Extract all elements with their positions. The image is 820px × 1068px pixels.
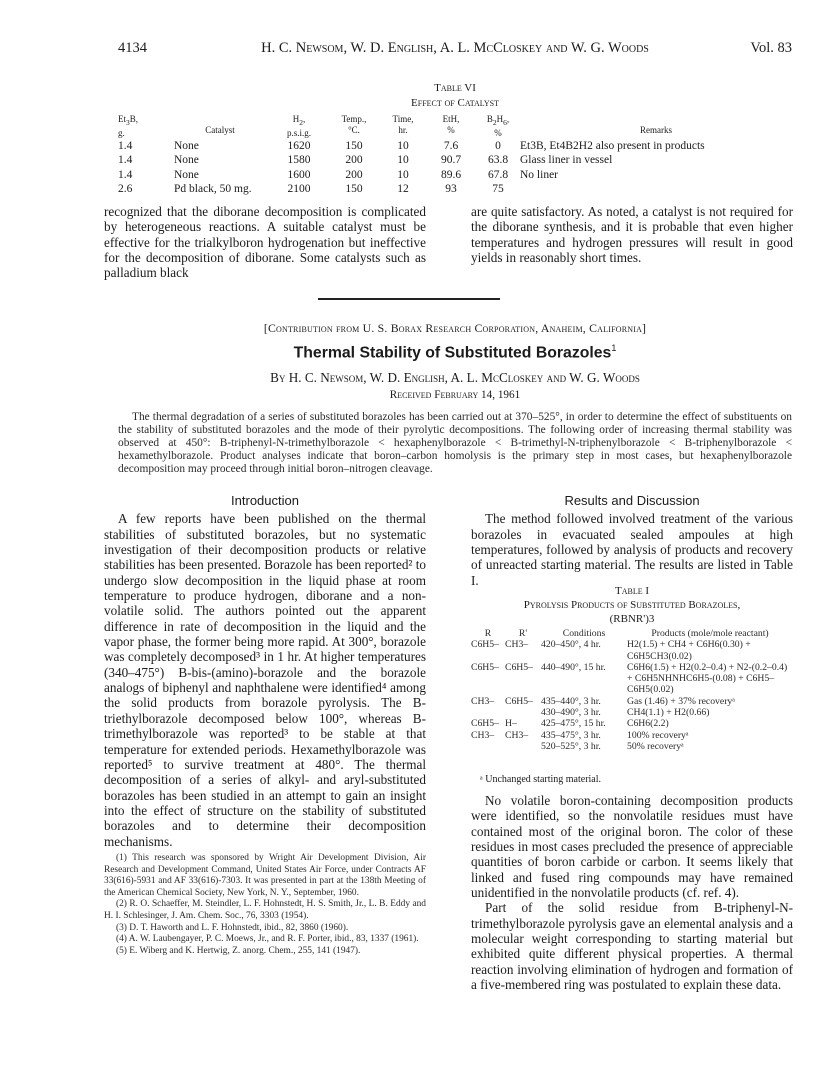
table6-col-eth: EtH, % (442, 114, 460, 135)
table6-row (118, 139, 792, 154)
table1-cell-r: C6H5– (471, 639, 499, 651)
table6-cell-time: 10 (397, 168, 409, 181)
table1-cell-products: Gas (1.46) + 37% recoveryᵃ (627, 695, 735, 707)
table1-cell-conditions: 420–450°, 4 hr. (541, 639, 601, 651)
table1-cell-products: C6H6(1.5) + H2(0.2–0.4) + N2-(0.2–0.4) + C6H5NHNHC6H5-(0.08) + C6H5–C6H5(0.02) (627, 661, 788, 696)
table6-cell-remarks: No liner (520, 168, 559, 181)
table1-cell-rprime (505, 741, 541, 752)
results-para-3: Part of the solid residue from B-triphenyl-N-trimethylborazole pyrolysis gave an elemental analysis and a molecular weight corresponding to starting material but exhibited quite different physical properties. A thermal reaction involving elimination of hydrogen and formation of a five-membered ring was postulated to explain these data. (471, 900, 793, 993)
table6-cell-h2: 2100 (287, 183, 311, 196)
byline: By H. C. Newsom, W. D. English, A. L. McCloskey and W. G. Woods (270, 370, 640, 385)
table1-row (471, 707, 793, 718)
table6-cell-remarks: Et3B, Et4B2H2 also present in products (520, 139, 705, 152)
table6-cell-temp: 200 (345, 168, 363, 181)
table1-col-rprime: R' (518, 628, 528, 639)
table6-col-catalyst: Catalyst (205, 124, 235, 135)
table6-cell-temp: 150 (345, 139, 363, 152)
table6-cell-eth: 89.6 (440, 168, 462, 181)
table1-row (471, 741, 793, 752)
table6-cell-temp: 200 (345, 154, 363, 167)
table1-cell-rprime: CH3– (505, 729, 529, 741)
article-title: Thermal Stability of Substituted Borazoles$^1$ (293, 343, 617, 362)
table6-cell-h2: 1580 (287, 154, 311, 167)
table1-formula: (RBNR')3 (609, 613, 655, 625)
results-para-1: The method followed involved treatment of the various borazoles in evacuated sealed ampoules at high temperatures, followed by analysis of products and recovery of unreacted starting material. The results are listed in Table I. (471, 511, 793, 588)
table1-caption: Pyrolysis Products of Substituted Borazoles, (523, 599, 741, 611)
table6-cell-et3b: 1.4 (118, 168, 133, 181)
results-heading: Results and Discussion (564, 493, 700, 508)
table6-cell-eth: 90.7 (440, 154, 462, 167)
table6-row (118, 168, 792, 183)
table1-cell-r: C6H5– (471, 661, 499, 673)
table1-cell-rprime (505, 707, 541, 718)
table6-col-remarks: Remarks (640, 124, 672, 135)
introduction-text: A few reports have been published on the thermal stabilities of substituted borazoles, but no systematic investigation of their decomposition products or relative stabilities has been presented. Borazole has been reported² to undergo slow decomposition in the liquid phase at room temperature to produce hydrogen, diborane and a non-volatile solid. The authors pointed out the apparent difference in rate of decomposition in the liquid and the vapor phase, the former being more rapid. At 300°, borazole was completely decomposed³ in 1 hr. At higher temperatures (340–475°) B-bis-(amino)-borazole and the borazole analogs of biphenyl and naphthalene were identified⁴ among the solid products from borazole pyrolysis. The B-triethylborazole decomposed below 100°, whereas B-trimethylborazole was reported³ to be stable at that temperature for extended periods. Hexamethylborazole was reported⁵ to survive treatment at 480°. The thermal decomposition of a series of alkyl- and aryl-substituted borazoles has been studied in an attempt to gain an insight into the effect of structure on the stability of substituted borazoles and to determine their decomposition mechanisms. (104, 511, 426, 849)
table6-col-et3b: $Et_3B$, g. (118, 114, 139, 139)
table6-col-temp: Temp., °C. (341, 114, 367, 135)
table6-cell-catalyst: None (174, 168, 199, 181)
table6-cell-time: 12 (397, 183, 409, 196)
table6-cell-b2h6: 67.8 (487, 168, 509, 181)
table1-cell-rprime: H– (505, 718, 517, 730)
table1-cell-conditions: 435–475°, 3 hr. (541, 729, 601, 741)
table6-col-h2: $H_2$, p.s.i.g. (286, 114, 311, 139)
prev-article-right: are quite satisfactory. As noted, a catalyst is not required for the diborane synthesis, and it is probable that even higher temperatures and hydrogen pressures will result in good yields in reasonably short times. (471, 204, 793, 266)
table1-col-products: Products (mole/mole reactant) (651, 628, 769, 639)
table1-cell-r: CH3– (471, 695, 495, 707)
abstract: The thermal degradation of a series of substituted borazoles has been carried out at 370–525°, in order to determine the effect of substituents on the stability of substituted borazoles and the mode of their pyrolytic decompositions. The following order of increasing thermal stability was observed at 450°: B-triphenyl-N-trimethylborazole < hexaphenylborazole < B-trimethyl-N-triphenylborazole < B-triphenylborazole < hexamethylborazole. Product analyses indicate that boron–carbon homolysis is the primary step in most cases, but hexaphenylborazole decomposition may proceed through initial boron–nitrogen cleavage. (118, 411, 792, 475)
table1 (471, 628, 793, 752)
table1-cell-r: C6H5– (471, 718, 499, 730)
table1-cell-conditions: 430–490°, 3 hr. (541, 707, 601, 719)
table1-cell-products: 50% recoveryᵃ (627, 740, 684, 752)
footnotes (104, 853, 426, 957)
received-date: Received February 14, 1961 (389, 389, 521, 401)
table1-footnote: ᵃ Unchanged starting material. (480, 774, 602, 785)
table6-row (118, 153, 792, 168)
table6-label: Table VI (434, 82, 476, 94)
table1-cell-conditions: 425–475°, 15 hr. (541, 718, 606, 730)
table6-cell-et3b: 1.4 (118, 139, 133, 152)
table6-header-row (118, 114, 792, 139)
table6-caption: Effect of Catalyst (411, 97, 499, 109)
table6-cell-temp: 150 (345, 183, 363, 196)
table1-cell-conditions: 520–525°, 3 hr. (541, 740, 601, 752)
table1-cell-products: C6H6(2.2) (627, 718, 669, 730)
right-column-bottom (471, 793, 793, 992)
table6-cell-et3b: 2.6 (118, 183, 133, 196)
results-para-2: No volatile boron-containing decomposition products were identified, so the nonvolatile residues must have contained most of the original boron. The color of these residues in most cases precluded the presence of appreciable quantities of boron carbide or carbon. It seems likely that linked and fused ring compounds may have remained unidentified in the nonvolatile products (cf. ref. 4). (471, 793, 793, 901)
table6-cell-catalyst: None (174, 154, 199, 167)
table6-cell-time: 10 (397, 154, 409, 167)
table6-cell-eth: 7.6 (443, 139, 459, 152)
footnote-1: (1) This research was sponsored by Wright Air Development Division, Air Research and Development Command, United States Air Force, under Contracts AF 33(616)-5931 and AF 33(616)-7303. It was presented in part at the 138th Meeting of the American Chemical Society, New York, N. Y., September, 1960. (104, 853, 426, 898)
table1-col-conditions: Conditions (562, 628, 606, 639)
table6-cell-remarks (520, 182, 792, 197)
table6-cell-et3b: 1.4 (118, 154, 133, 167)
table6-cell-b2h6: 75 (492, 183, 504, 196)
page-number: 4134 (118, 40, 147, 56)
table1-cell-r (471, 707, 505, 718)
table1-cell-conditions: 435–440°, 3 hr. (541, 695, 601, 707)
footnote-3: (3) D. T. Haworth and L. F. Hohnstedt, ibid., 82, 3860 (1960). (116, 922, 349, 933)
table6-row (118, 182, 792, 197)
table1-row (471, 639, 793, 662)
running-head-authors: H. C. Newsom, W. D. English, A. L. McCloskey and W. G. Woods (261, 40, 649, 56)
table1-label: Table I (614, 585, 650, 597)
table6-col-time: Time, hr. (392, 114, 414, 135)
table1-cell-products: 100% recoveryᵃ (627, 729, 689, 741)
table6-col-b2h6: $B_2H_6$, % (486, 114, 510, 139)
table6 (118, 114, 792, 197)
table1-cell-rprime: CH3– (505, 639, 529, 651)
prev-article-left: recognized that the diborane decomposition is complicated by heterogeneous reactions. A suitable catalyst must be effective for the trialkylboron hydrogenation but ineffective for the decomposition of diborane. Some catalysts such as palladium black (104, 204, 426, 281)
table1-cell-rprime: C6H5– (505, 661, 533, 673)
table1-cell-rprime: C6H5– (505, 695, 533, 707)
table1-row (471, 696, 793, 707)
footnote-4: (4) A. W. Laubengayer, P. C. Moews, Jr., and R. F. Porter, ibid., 83, 1337 (1961). (116, 934, 419, 945)
table1-cell-r (471, 741, 505, 752)
table1-col-r: R (484, 628, 492, 639)
table1-row (471, 730, 793, 741)
table1-header-row (471, 628, 793, 639)
table1-cell-products: CH4(1.1) + H2(0.66) (627, 707, 710, 719)
table1-cell-conditions: 440–490°, 15 hr. (541, 661, 606, 673)
table6-cell-h2: 1600 (287, 168, 311, 181)
table6-cell-b2h6: 63.8 (487, 154, 509, 167)
table1-row (471, 662, 793, 696)
section-divider (318, 298, 500, 300)
table6-cell-remarks: Glass liner in vessel (520, 154, 613, 167)
right-column-top (471, 493, 793, 588)
table1-cell-r: CH3– (471, 729, 495, 741)
table1-cell-products: H2(1.5) + CH4 + C6H6(0.30) + C6H5CH3(0.02) (627, 639, 751, 662)
table1-row (471, 718, 793, 729)
contribution-line: [Contribution from U. S. Borax Research Corporation, Anaheim, California] (263, 321, 647, 335)
table6-cell-b2h6: 0 (495, 139, 501, 152)
table6-cell-eth: 93 (445, 183, 457, 196)
volume-number: Vol. 83 (750, 40, 792, 56)
table6-cell-h2: 1620 (287, 139, 311, 152)
introduction-heading: Introduction (231, 493, 299, 508)
left-column (104, 493, 426, 849)
table6-cell-catalyst: Pd black, 50 mg. (174, 183, 252, 196)
footnote-5: (5) E. Wiberg and K. Hertwig, Z. anorg. Chem., 255, 141 (1947). (116, 945, 361, 956)
footnote-2: (2) R. O. Schaeffer, M. Steindler, L. F. Hohnstedt, H. S. Smith, Jr., L. B. Eddy and H. I. Schlesinger, J. Am. Chem. Soc., 76, 3303 (1954). (104, 899, 426, 921)
table6-cell-time: 10 (397, 139, 409, 152)
table6-cell-catalyst: None (174, 139, 199, 152)
